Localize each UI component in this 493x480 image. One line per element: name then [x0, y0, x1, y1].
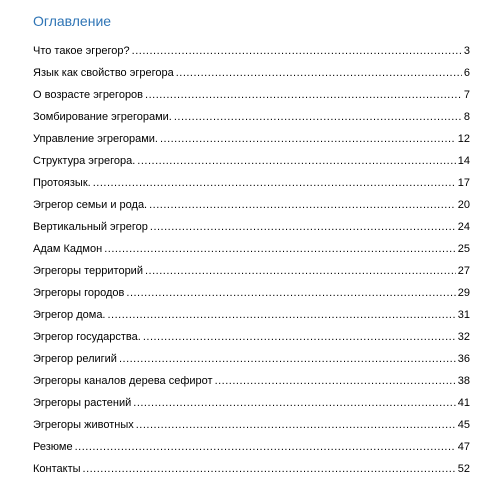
- toc-entry-page: 20: [457, 199, 470, 211]
- toc-entry-title: Контакты: [33, 463, 81, 475]
- toc-entry-title: Эгрегоры растений: [33, 397, 132, 409]
- toc-list: [33, 36, 470, 476]
- toc-entry-title: Эгрегор государства.: [33, 331, 141, 343]
- toc-entry-title: Управление эгрегорами.: [33, 133, 158, 145]
- toc-entry[interactable]: [33, 80, 470, 102]
- toc-entry[interactable]: [33, 190, 470, 212]
- toc-dot-leader: [160, 133, 456, 146]
- toc-heading: Оглавление: [33, 13, 112, 29]
- toc-entry[interactable]: [33, 36, 470, 58]
- toc-entry[interactable]: [33, 124, 470, 146]
- toc-entry[interactable]: [33, 344, 470, 366]
- toc-entry-title: Зомбирование эгрегорами.: [33, 111, 172, 123]
- toc-dot-leader: [143, 331, 456, 344]
- toc-dot-leader: [132, 45, 462, 58]
- toc-entry-title: Вертикальный эгрегор: [33, 221, 148, 233]
- toc-entry-page: 12: [457, 133, 470, 145]
- toc-entry-title: Эгрегоры территорий: [33, 265, 143, 277]
- toc-dot-leader: [145, 89, 462, 102]
- toc-entry-page: 47: [457, 441, 470, 453]
- toc-entry-page: 29: [457, 287, 470, 299]
- toc-entry-page: 41: [457, 397, 470, 409]
- toc-dot-leader: [215, 375, 456, 388]
- toc-dot-leader: [133, 397, 455, 410]
- toc-entry-page: 3: [463, 45, 470, 57]
- toc-entry-page: 45: [457, 419, 470, 431]
- toc-entry-page: 6: [463, 67, 470, 79]
- toc-entry[interactable]: [33, 410, 470, 432]
- toc-dot-leader: [104, 243, 456, 256]
- toc-entry-page: 27: [457, 265, 470, 277]
- toc-entry-title: Что такое эгрегор?: [33, 45, 130, 57]
- toc-entry-title: Эгрегор семьи и рода.: [33, 199, 148, 211]
- toc-dot-leader: [150, 221, 456, 234]
- toc-entry-title: Эгрегор дома.: [33, 309, 106, 321]
- toc-entry-page: 31: [457, 309, 470, 321]
- toc-entry-page: 14: [457, 155, 470, 167]
- toc-entry[interactable]: [33, 322, 470, 344]
- toc-entry[interactable]: [33, 256, 470, 278]
- toc-dot-leader: [145, 265, 456, 278]
- toc-dot-leader: [126, 287, 455, 300]
- toc-entry-title: Эгрегоры животных: [33, 419, 134, 431]
- toc-entry-page: 52: [457, 463, 470, 475]
- toc-entry-title: О возрасте эгрегоров: [33, 89, 144, 101]
- toc-entry-page: 36: [457, 353, 470, 365]
- toc-entry[interactable]: [33, 366, 470, 388]
- toc-entry-page: 25: [457, 243, 470, 255]
- toc-entry-title: Эгрегоры каналов дерева сефирот: [33, 375, 213, 387]
- toc-entry[interactable]: [33, 278, 470, 300]
- toc-entry[interactable]: [33, 454, 470, 476]
- toc-entry-page: 38: [457, 375, 470, 387]
- toc-dot-leader: [176, 67, 462, 80]
- toc-entry[interactable]: [33, 168, 470, 190]
- toc-entry-title: Язык как свойство эгрегора: [33, 67, 174, 79]
- toc-dot-leader: [93, 177, 456, 190]
- toc-dot-leader: [174, 111, 462, 124]
- toc-entry-page: 17: [457, 177, 470, 189]
- toc-entry[interactable]: [33, 234, 470, 256]
- toc-dot-leader: [83, 463, 456, 476]
- toc-entry-title: Протоязык.: [33, 177, 91, 189]
- toc-entry-page: 8: [463, 111, 470, 123]
- toc-entry[interactable]: [33, 212, 470, 234]
- toc-entry-page: 24: [457, 221, 470, 233]
- toc-entry-page: 7: [463, 89, 470, 101]
- toc-entry[interactable]: [33, 432, 470, 454]
- toc-entry-title: Эгрегор религий: [33, 353, 117, 365]
- toc-entry-title: Адам Кадмон: [33, 243, 103, 255]
- toc-entry-title: Эгрегоры городов: [33, 287, 125, 299]
- toc-entry[interactable]: [33, 58, 470, 80]
- toc-entry-title: Структура эгрегора.: [33, 155, 136, 167]
- toc-dot-leader: [108, 309, 456, 322]
- toc-entry[interactable]: [33, 146, 470, 168]
- toc-dot-leader: [137, 155, 455, 168]
- toc-entry[interactable]: [33, 300, 470, 322]
- toc-entry[interactable]: [33, 388, 470, 410]
- toc-entry-title: Резюме: [33, 441, 73, 453]
- toc-entry-page: 32: [457, 331, 470, 343]
- toc-dot-leader: [149, 199, 456, 212]
- toc-dot-leader: [136, 419, 456, 432]
- toc-dot-leader: [75, 441, 456, 454]
- toc-dot-leader: [119, 353, 456, 366]
- toc-entry[interactable]: [33, 102, 470, 124]
